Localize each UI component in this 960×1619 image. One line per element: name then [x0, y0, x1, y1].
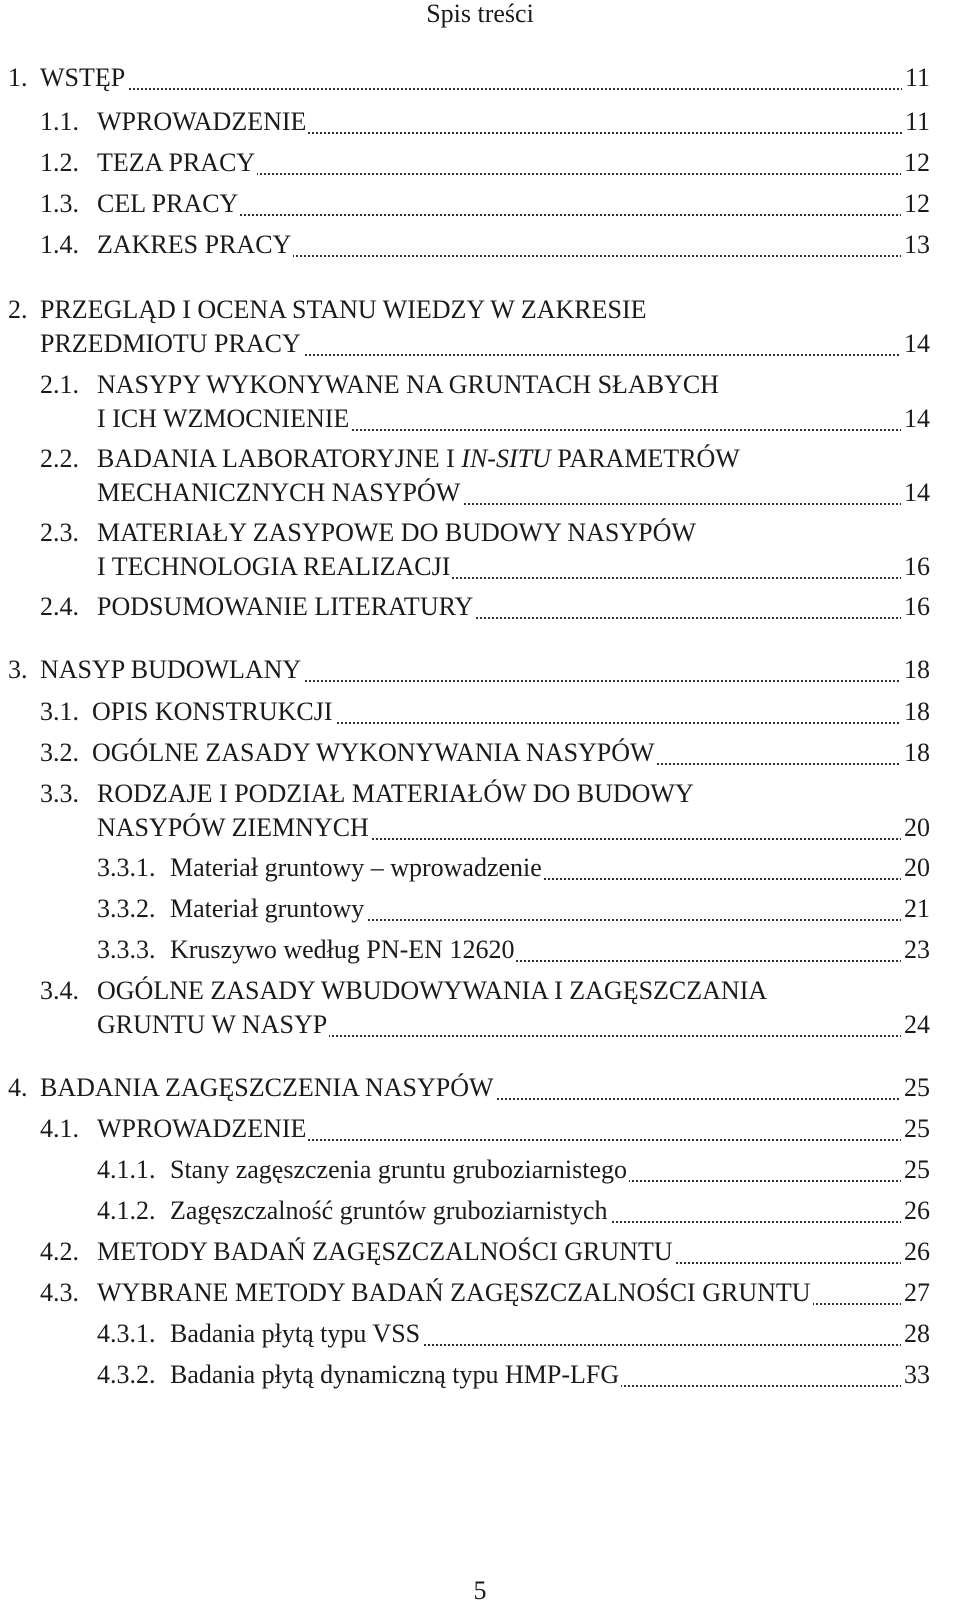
- toc-page-number: 11: [902, 62, 930, 94]
- toc-title: GRUNTU W NASYP: [97, 1010, 328, 1039]
- toc-title: MECHANICZNYCH NASYPÓW: [97, 478, 461, 507]
- toc-number: 3.2.: [40, 738, 79, 767]
- toc-title: BADANIA LABORATORYJNE I IN-SITU PARAMETRÓW: [97, 444, 740, 473]
- toc-number: 3.3.3.: [97, 935, 156, 964]
- toc-title: BADANIA ZAGĘSZCZENIA NASYPÓW: [40, 1073, 494, 1102]
- toc-number: 4.3.1.: [97, 1319, 156, 1348]
- toc-line: [0, 147, 960, 179]
- toc-line: [0, 654, 960, 686]
- toc-title: Badania płytą dynamiczną typu HMP-LFG: [170, 1360, 620, 1389]
- toc-line: [0, 229, 960, 261]
- toc-page-number: 16: [901, 591, 930, 623]
- toc-line: [0, 1154, 960, 1186]
- toc-page-number: 14: [901, 328, 930, 360]
- toc-line: [0, 1359, 960, 1391]
- toc-page-number: 26: [901, 1236, 930, 1268]
- toc-number: 4.3.: [40, 1278, 79, 1307]
- toc-title: PRZEDMIOTU PRACY: [40, 329, 301, 358]
- toc-line: [0, 1318, 960, 1350]
- toc-title: METODY BADAŃ ZAGĘSZCZALNOŚCI GRUNTU: [97, 1237, 673, 1266]
- page-number: 5: [473, 1576, 487, 1605]
- toc-line: [0, 737, 960, 769]
- toc-number: 2.2.: [40, 444, 79, 473]
- toc-page-number: 11: [902, 106, 930, 138]
- toc-number: 2.3.: [40, 518, 79, 547]
- toc-line: [0, 1072, 960, 1104]
- toc-number: 1.2.: [40, 148, 79, 177]
- toc-page-number: 18: [901, 737, 930, 769]
- toc-title: WPROWADZENIE: [97, 1114, 307, 1143]
- toc-number: 3.3.2.: [97, 894, 156, 923]
- toc-page-number: 18: [901, 696, 930, 728]
- toc-number: 4.1.: [40, 1114, 79, 1143]
- toc-title: NASYPY WYKONYWANE NA GRUNTACH SŁABYCH: [97, 370, 719, 399]
- toc-page-number: 16: [901, 551, 930, 583]
- toc-line: [0, 328, 960, 360]
- toc-number: 2.: [8, 295, 28, 324]
- toc-number: 1.4.: [40, 230, 79, 259]
- toc-title: I ICH WZMOCNIENIE: [97, 404, 350, 433]
- toc-page-number: 27: [901, 1277, 930, 1309]
- toc-title: I TECHNOLOGIA REALIZACJI: [97, 552, 451, 581]
- toc-line: [0, 1113, 960, 1145]
- toc-title: OPIS KONSTRUKCJI: [92, 697, 333, 726]
- toc-number: 3.1.: [40, 697, 79, 726]
- toc-line: [0, 403, 960, 435]
- toc-page-number: 12: [901, 188, 930, 220]
- toc-title: ZAKRES PRACY: [97, 230, 292, 259]
- toc-page-number: 20: [901, 812, 930, 844]
- toc-line: [0, 893, 960, 925]
- toc-number: 4.3.2.: [97, 1360, 156, 1389]
- toc-number: 3.: [8, 655, 28, 684]
- toc-title: WSTĘP: [40, 63, 126, 92]
- toc-line: [0, 1236, 960, 1268]
- toc-page-number: 23: [901, 934, 930, 966]
- toc-page-number: 20: [901, 852, 930, 884]
- toc-page-number: 28: [901, 1318, 930, 1350]
- toc-number: 2.4.: [40, 592, 79, 621]
- toc-page-number: 25: [901, 1113, 930, 1145]
- toc-page-number: 25: [901, 1154, 930, 1186]
- toc-title: Kruszywo według PN-EN 12620: [170, 935, 515, 964]
- toc-title: CEL PRACY: [97, 189, 239, 218]
- toc-title: OGÓLNE ZASADY WBUDOWYWANIA I ZAGĘSZCZANIA: [97, 976, 768, 1005]
- toc-title: PRZEGLĄD I OCENA STANU WIEDZY W ZAKRESIE: [40, 295, 647, 324]
- toc-page-number: 21: [901, 893, 930, 925]
- toc-title: NASYP BUDOWLANY: [40, 655, 302, 684]
- toc-title: Materiał gruntowy – wprowadzenie: [170, 853, 542, 882]
- toc-title: WPROWADZENIE: [97, 107, 307, 136]
- toc-page-number: 33: [901, 1359, 930, 1391]
- toc-title: Materiał gruntowy: [170, 894, 365, 923]
- toc-title: RODZAJE I PODZIAŁ MATERIAŁÓW DO BUDOWY: [97, 779, 694, 808]
- toc-page-number: 25: [901, 1072, 930, 1104]
- toc-title: NASYPÓW ZIEMNYCH: [97, 813, 369, 842]
- toc-number: 4.1.2.: [97, 1196, 156, 1225]
- toc-line: [0, 62, 960, 94]
- toc-page-number: 13: [901, 229, 930, 261]
- toc-page-number: 12: [901, 147, 930, 179]
- toc-line: [0, 477, 960, 509]
- toc-line: [0, 1277, 960, 1309]
- toc-number: 3.3.: [40, 779, 79, 808]
- toc-page-number: 24: [901, 1009, 930, 1041]
- toc-number: 4.2.: [40, 1237, 79, 1266]
- toc-title: WYBRANE METODY BADAŃ ZAGĘSZCZALNOŚCI GRUNTU: [97, 1278, 811, 1307]
- toc-number: 3.4.: [40, 976, 79, 1005]
- page-title: Spis treści: [426, 0, 534, 28]
- toc-title: TEZA PRACY: [97, 148, 256, 177]
- toc-line: [0, 1195, 960, 1227]
- toc-number: 1.: [8, 63, 28, 92]
- toc-page-number: 18: [901, 654, 930, 686]
- toc-line: [0, 106, 960, 138]
- toc-title: OGÓLNE ZASADY WYKONYWANIA NASYPÓW: [92, 738, 655, 767]
- toc-title: Stany zagęszczenia gruntu gruboziarnistego: [170, 1155, 627, 1184]
- toc-number: 4.1.1.: [97, 1155, 156, 1184]
- toc-line: [0, 188, 960, 220]
- toc-line: [0, 812, 960, 844]
- toc-page-number: 26: [901, 1195, 930, 1227]
- toc-page-number: 14: [901, 477, 930, 509]
- toc-number: 2.1.: [40, 370, 79, 399]
- toc-number: 3.3.1.: [97, 853, 156, 882]
- toc-number: 1.3.: [40, 189, 79, 218]
- toc-title: Zagęszczalność gruntów gruboziarnistych: [170, 1196, 608, 1225]
- toc-line: [0, 934, 960, 966]
- toc-line: [0, 551, 960, 583]
- toc-number: 1.1.: [40, 107, 79, 136]
- toc-line: [0, 852, 960, 884]
- toc-line: [0, 1009, 960, 1041]
- toc-title: PODSUMOWANIE LITERATURY: [97, 592, 474, 621]
- toc-line: [0, 696, 960, 728]
- toc-title: MATERIAŁY ZASYPOWE DO BUDOWY NASYPÓW: [97, 518, 696, 547]
- toc-line: [0, 591, 960, 623]
- toc-title: Badania płytą typu VSS: [170, 1319, 421, 1348]
- dot-leader: [50, 56, 930, 90]
- toc-number: 4.: [8, 1073, 28, 1102]
- toc-page-number: 14: [901, 403, 930, 435]
